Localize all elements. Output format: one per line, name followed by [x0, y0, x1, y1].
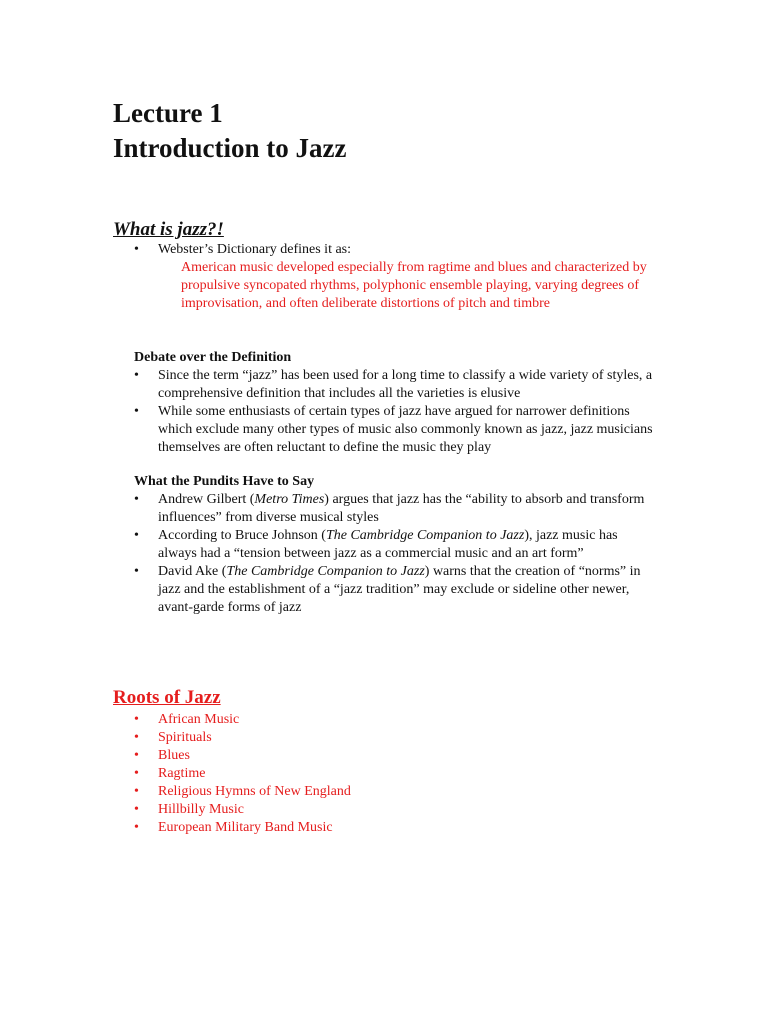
what-is-jazz-heading: What is jazz?! [113, 219, 224, 240]
publication-title: The Cambridge Companion to Jazz [325, 528, 525, 543]
bullet-icon: • [134, 404, 139, 419]
roots-heading: Roots of Jazz [113, 687, 221, 708]
pundits-list [134, 491, 659, 617]
root-item: European Military Band Music [158, 820, 333, 835]
pundit-text-post: ), jazz music has always had a “tension between jazz as a commercial music and an art form” [158, 528, 618, 561]
list-item [134, 241, 664, 259]
pundit-text-post: ) warns that the creation of “norms” in jazz and the establishment of a “jazz tradition” may exclude or sideline other newer, avant-garde forms of jazz [158, 564, 641, 615]
pundit-text-post: ) argues that jazz has the “ability to absorb and transform influences” from diverse musical styles [158, 492, 645, 525]
bullet-icon: • [134, 802, 139, 817]
webster-list [134, 241, 664, 259]
list-item [134, 801, 664, 819]
pundit-text-pre: According to Bruce Johnson ( [158, 528, 326, 543]
lecture-title: Introduction to Jazz [113, 133, 347, 163]
debate-item-text: Since the term “jazz” has been used for a long time to classify a wide variety of styles, a comprehensive definition that includes all the varieties is elusive [158, 368, 653, 401]
debate-heading: Debate over the Definition [134, 350, 292, 365]
list-item [134, 367, 664, 403]
bullet-icon: • [134, 528, 139, 543]
list-item [134, 527, 659, 563]
root-item: Spirituals [158, 730, 212, 745]
bullet-icon: • [134, 242, 139, 257]
list-item [134, 711, 664, 729]
bullet-icon: • [134, 820, 139, 835]
list-item [134, 729, 664, 747]
lecture-number: Lecture 1 [113, 98, 223, 128]
publication-title: The Cambridge Companion to Jazz [226, 564, 425, 579]
pundit-text-pre: David Ake ( [158, 564, 227, 579]
list-item [134, 765, 664, 783]
root-item: Hillbilly Music [158, 802, 244, 817]
publication-title: Metro Times [254, 492, 325, 507]
dictionary-definition: American music developed especially from ragtime and blues and characterized by propulsive syncopated rhythms, polyphonic ensemble playing, varying degrees of improvisation, and often deliberate distortions of pitch and timbre [181, 260, 647, 311]
bullet-icon: • [134, 766, 139, 781]
list-item [134, 563, 659, 617]
root-item: Religious Hymns of New England [158, 784, 351, 799]
pundits-heading: What the Pundits Have to Say [134, 474, 315, 489]
bullet-icon: • [134, 564, 139, 579]
debate-list [134, 367, 664, 457]
list-item [134, 491, 659, 527]
list-item [134, 783, 664, 801]
bullet-icon: • [134, 368, 139, 383]
bullet-icon: • [134, 492, 139, 507]
list-item [134, 403, 664, 457]
pundit-text-pre: Andrew Gilbert ( [158, 492, 255, 507]
list-item [134, 819, 664, 837]
root-item: Blues [158, 748, 190, 763]
bullet-icon: • [134, 784, 139, 799]
debate-item-text: While some enthusiasts of certain types of jazz have argued for narrower definitions which exclude many other types of music also commonly known as jazz, jazz musicians themselves are often reluctant to define the music they play [158, 404, 653, 455]
webster-text: Webster’s Dictionary defines it as: [158, 242, 352, 257]
root-item: African Music [158, 712, 240, 727]
root-item: Ragtime [158, 766, 206, 781]
bullet-icon: • [134, 748, 139, 763]
page-title [113, 96, 347, 166]
roots-list [134, 711, 664, 837]
bullet-icon: • [134, 730, 139, 745]
list-item [134, 747, 664, 765]
bullet-icon: • [134, 712, 139, 727]
